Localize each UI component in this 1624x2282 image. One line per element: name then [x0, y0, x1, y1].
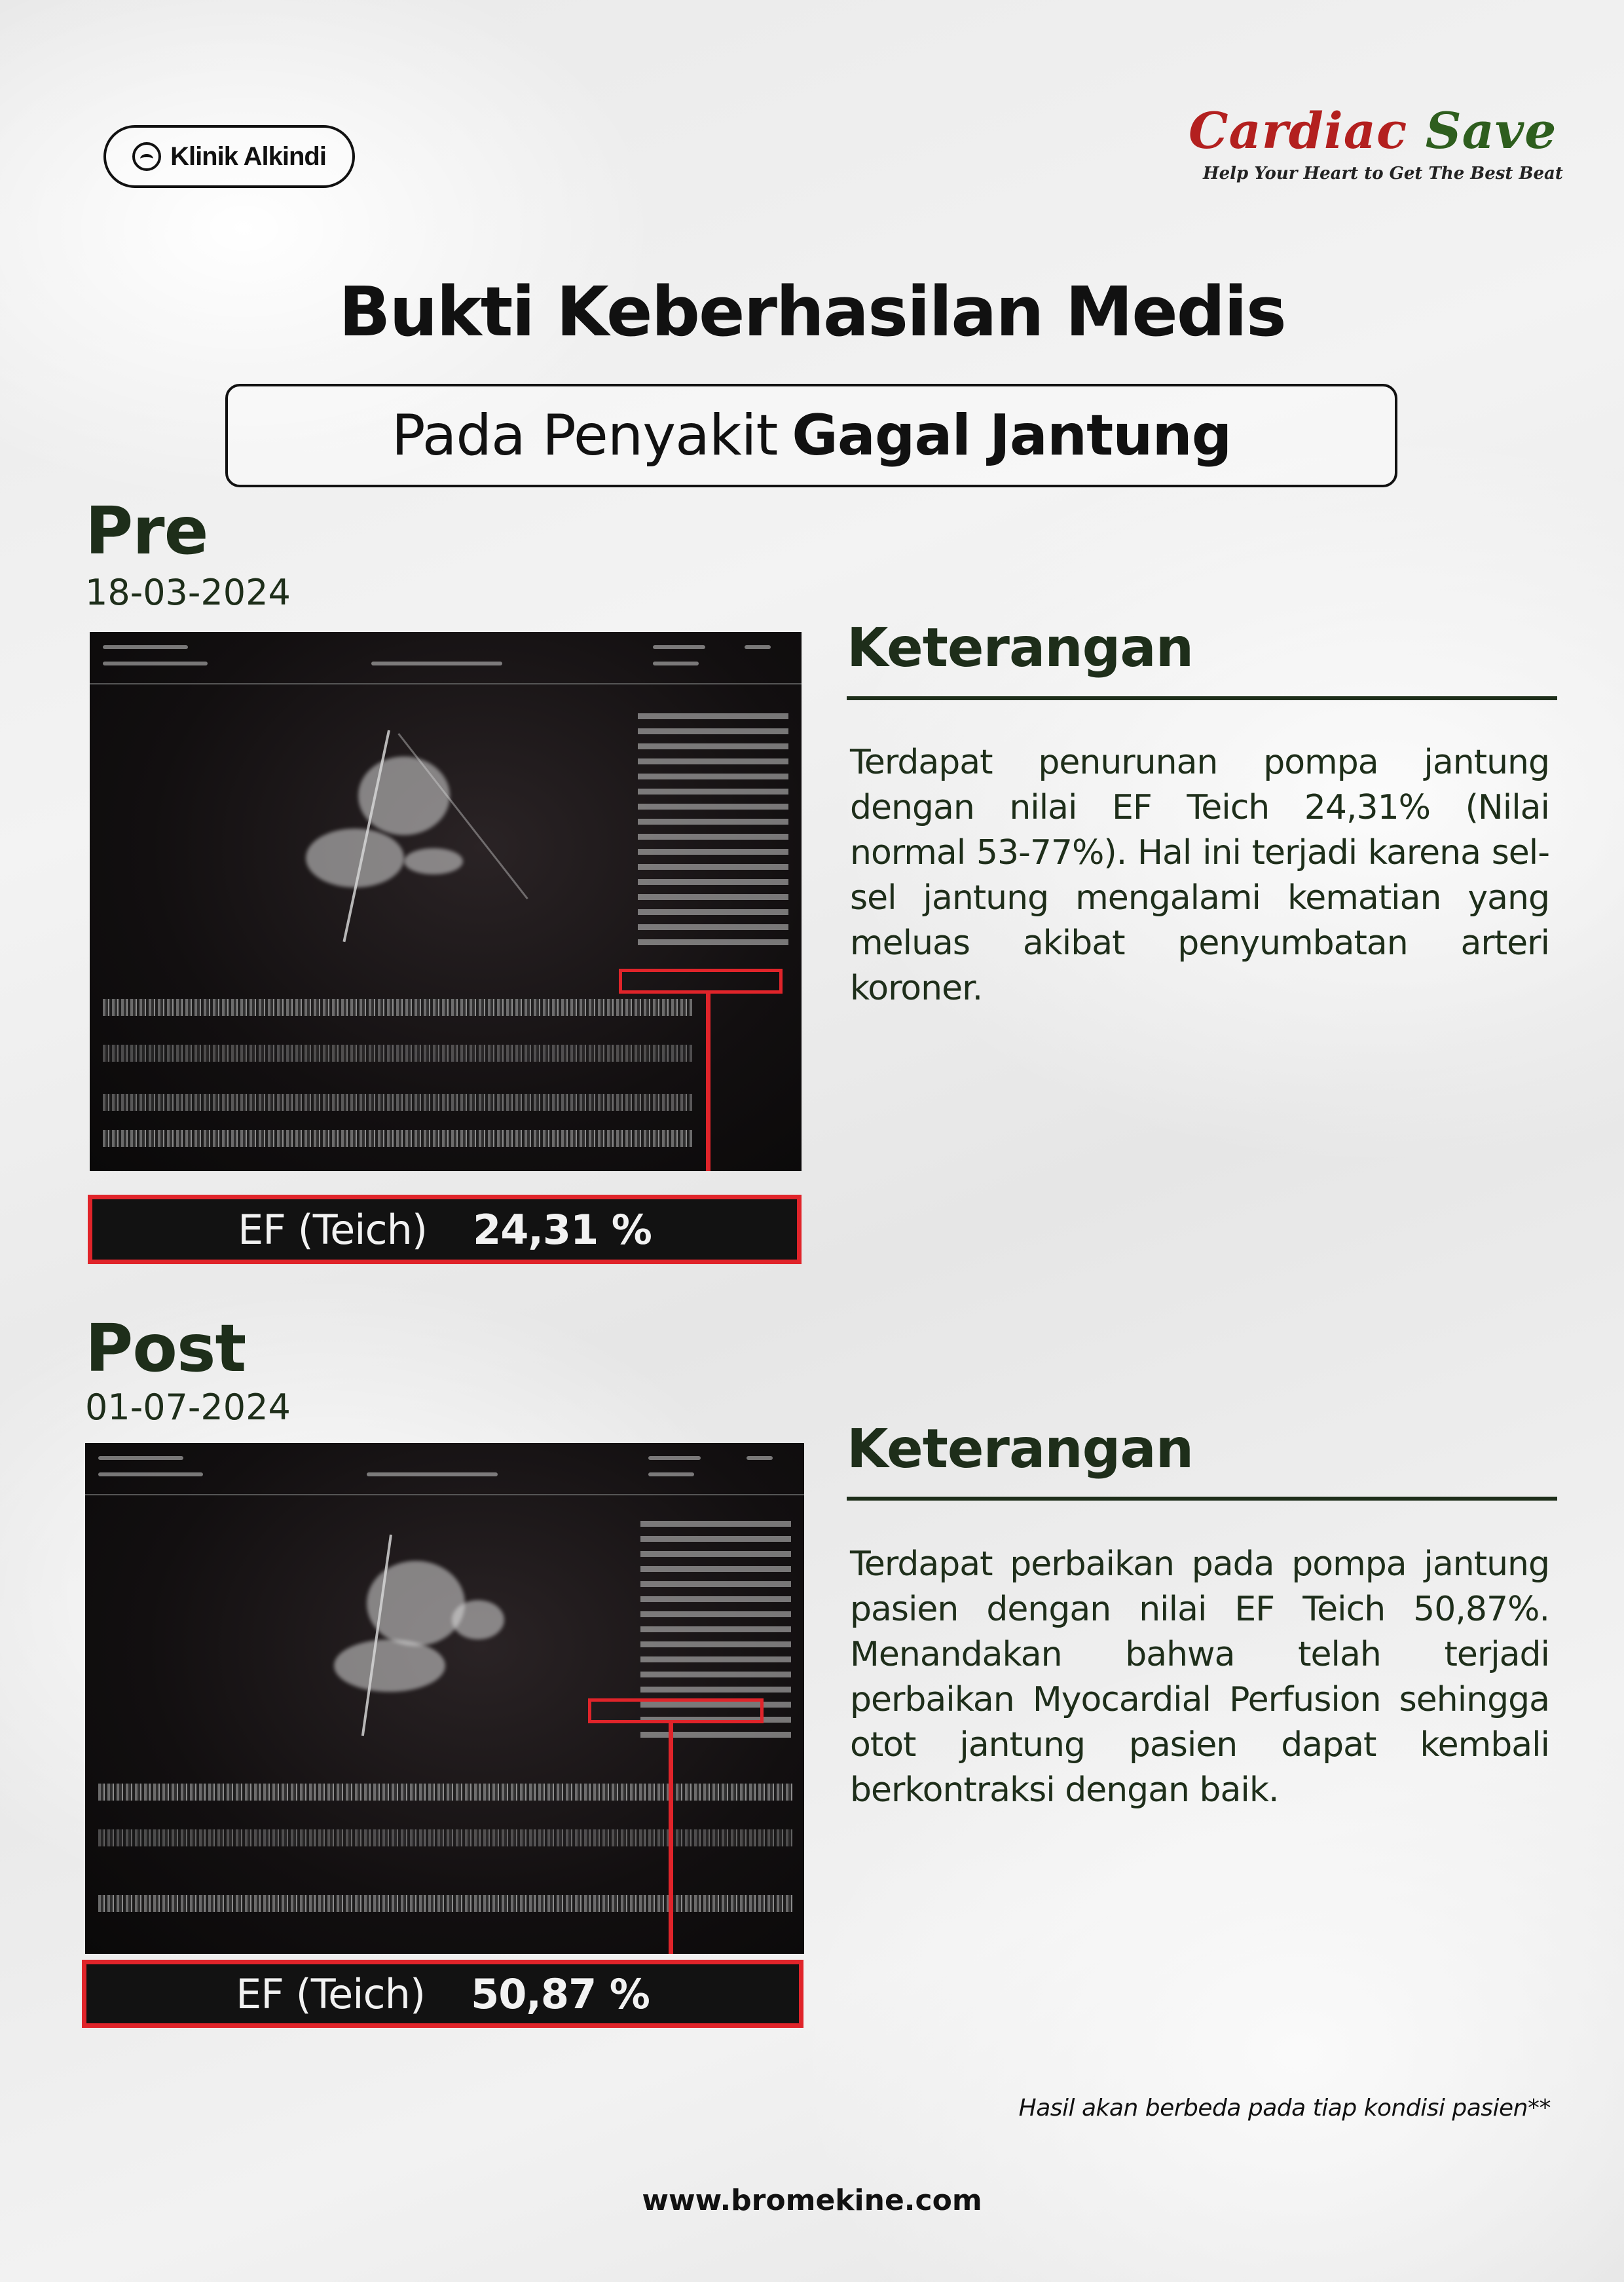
pre-keterangan-text: Terdapat penurunan pompa jantung dengan nilai EF Teich 24,31% (Nilai normal 53-77%). Hal ini terjadi karena sel-sel jantung mengalami kematian yang meluas akibat penyumbatan arteri koroner.	[850, 743, 1549, 1008]
post-ef-value: 50,87 %	[471, 1970, 650, 2018]
pre-echo-image	[90, 632, 802, 1171]
ef-callout-line	[669, 1723, 673, 1954]
website-link[interactable]: www.bromekine.com	[642, 2184, 982, 2217]
ef-callout-line	[706, 994, 710, 1171]
post-keterangan-text: Terdapat perbaikan pada pompa jantung pasien dengan nilai EF Teich 50,87%. Menandakan bahwa telah terjadi perbaikan Myocardial Perfusion sehingga otot jantung pasien dapat kembali berkontraksi dengan baik.	[850, 1544, 1549, 1810]
subtitle-box	[225, 384, 1397, 487]
post-date: 01-07-2024	[85, 1387, 291, 1428]
pre-ef-value: 24,31 %	[473, 1205, 652, 1254]
subtitle-prefix: Pada Penyakit	[391, 403, 778, 468]
post-ef-label: EF (Teich)	[236, 1970, 426, 2018]
clinic-name: Klinik Alkindi	[170, 141, 326, 171]
pre-label: Pre	[85, 493, 208, 569]
post-keterangan-title: Keterangan	[847, 1418, 1194, 1480]
echo-header-bar	[85, 1443, 804, 1495]
pre-keterangan-title: Keterangan	[847, 617, 1194, 679]
clinic-logo-icon	[132, 142, 161, 171]
ef-highlight-box	[619, 969, 783, 994]
echo-header-bar	[90, 632, 802, 684]
measurement-table	[638, 704, 788, 954]
pre-keterangan-rule	[847, 696, 1557, 700]
ef-highlight-box	[588, 1698, 764, 1723]
pre-ef-label: EF (Teich)	[238, 1205, 428, 1254]
brand-tagline: Help Your Heart to Get The Best Beat	[1203, 164, 1563, 183]
subtitle-emphasis: Gagal Jantung	[792, 403, 1232, 468]
brand-name-part2: Save	[1425, 102, 1557, 160]
clinic-badge	[103, 125, 355, 188]
brand-name	[1189, 98, 1557, 164]
post-label: Post	[85, 1310, 246, 1387]
brand-name-part1: Cardiac	[1189, 102, 1408, 160]
pre-date: 18-03-2024	[85, 572, 291, 613]
post-echo-image	[85, 1443, 804, 1954]
cardiac-save-logo	[1189, 98, 1563, 210]
post-keterangan-rule	[847, 1497, 1557, 1501]
page-title: Bukti Keberhasilan Medis	[339, 272, 1285, 352]
post-ef-result	[82, 1960, 803, 2028]
pre-ef-result	[88, 1195, 802, 1264]
disclaimer-note: Hasil akan berbeda pada tiap kondisi pasien**	[1018, 2095, 1551, 2122]
